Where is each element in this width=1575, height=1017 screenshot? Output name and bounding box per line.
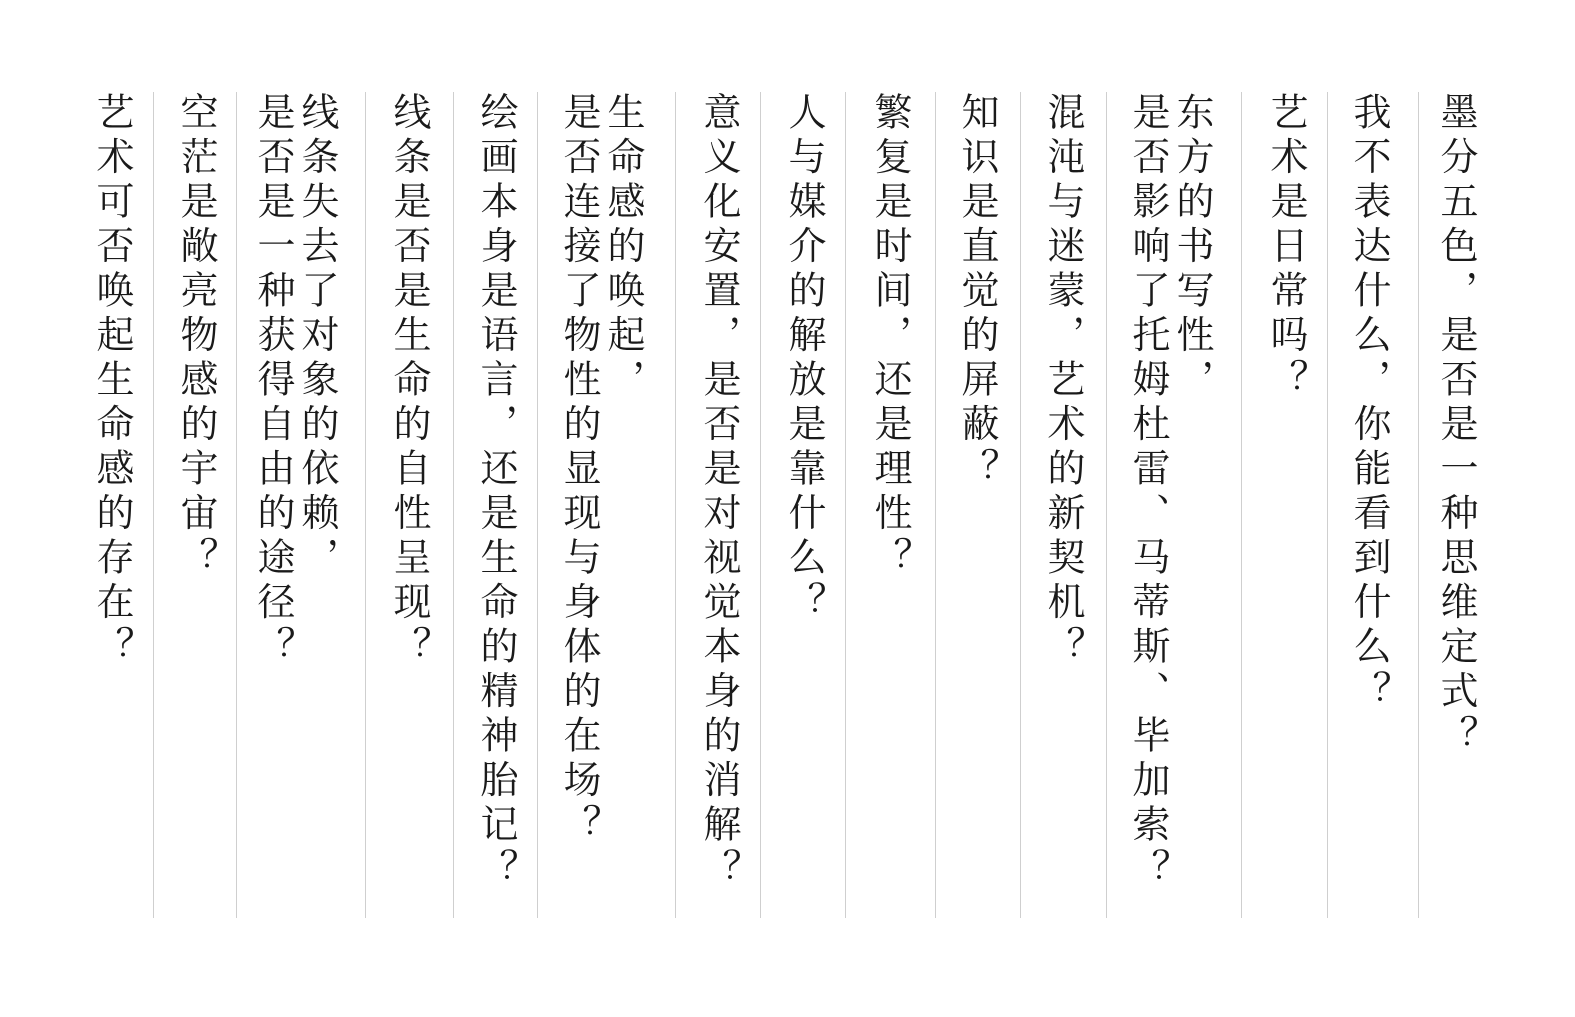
verse-column-4: 东方的书写性， 是否影响了托姆杜雷、马蒂斯、毕加索？ — [1126, 92, 1214, 893]
column-divider — [153, 92, 154, 918]
column-divider — [1020, 92, 1021, 918]
column-divider — [236, 92, 237, 918]
column-divider — [675, 92, 676, 918]
verse-column-5: 混沌与迷蒙，艺术的新契机？ — [1041, 92, 1085, 671]
verse-column-13: 线条失去了对象的依赖， 是否是一种获得自由的途径？ — [251, 92, 339, 671]
column-divider — [1241, 92, 1242, 918]
verse-column-12: 线条是否是生命的自性呈现？ — [387, 92, 431, 671]
column-divider — [935, 92, 936, 918]
verse-column-1: 墨分五色，是否是一种思维定式？ — [1434, 92, 1478, 760]
verse-column-3: 艺术是日常吗？ — [1264, 92, 1308, 404]
column-divider — [1106, 92, 1107, 918]
verse-column-7: 繁复是时间，还是理性？ — [868, 92, 912, 582]
verse-column-9: 意义化安置，是否是对视觉本身的消解？ — [697, 92, 741, 893]
column-divider — [1327, 92, 1328, 918]
verse-column-15: 艺术可否唤起生命感的存在？ — [90, 92, 134, 671]
verse-column-2: 我不表达什么，你能看到什么？ — [1347, 92, 1391, 715]
column-divider — [1418, 92, 1419, 918]
column-divider — [760, 92, 761, 918]
verse-column-14: 空茫是敞亮物感的宇宙？ — [174, 92, 218, 582]
verse-column-8: 人与媒介的解放是靠什么？ — [782, 92, 826, 626]
column-divider — [365, 92, 366, 918]
verse-column-10: 生命感的唤起， 是否连接了物性的显现与身体的在场？ — [557, 92, 645, 849]
verse-column-11: 绘画本身是语言，还是生命的精神胎记？ — [474, 92, 518, 893]
column-divider — [453, 92, 454, 918]
verse-column-6: 知识是直觉的屏蔽？ — [955, 92, 999, 493]
column-divider — [537, 92, 538, 918]
column-divider — [845, 92, 846, 918]
